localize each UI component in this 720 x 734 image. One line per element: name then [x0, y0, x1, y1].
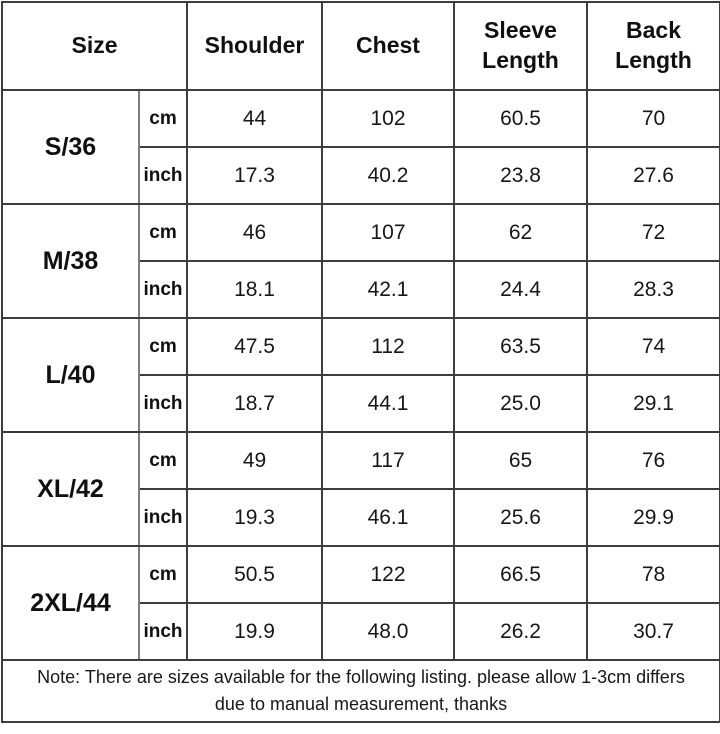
value-cell: 76 [587, 432, 720, 489]
value-cell: 24.4 [454, 261, 587, 318]
unit-cell-inch: inch [139, 603, 187, 660]
value-cell: 18.1 [187, 261, 322, 318]
size-label-xl42: XL/42 [2, 432, 139, 546]
value-cell: 29.1 [587, 375, 720, 432]
unit-cell-inch: inch [139, 489, 187, 546]
value-cell: 42.1 [322, 261, 454, 318]
value-cell: 74 [587, 318, 720, 375]
note-line-2: due to manual measurement, thanks [214, 694, 508, 714]
value-cell: 72 [587, 204, 720, 261]
table-row-2xl44-cm [2, 546, 720, 603]
value-cell: 62 [454, 204, 587, 261]
value-cell: 46 [187, 204, 322, 261]
header-cell-sleeve-length: Sleeve Length [454, 2, 587, 90]
value-cell: 18.7 [187, 375, 322, 432]
size-chart-table [1, 1, 720, 723]
unit-cell-cm: cm [139, 90, 187, 147]
value-cell: 112 [322, 318, 454, 375]
unit-cell-inch: inch [139, 147, 187, 204]
value-cell: 40.2 [322, 147, 454, 204]
value-cell: 17.3 [187, 147, 322, 204]
note-row [2, 660, 720, 722]
value-cell: 102 [322, 90, 454, 147]
unit-cell-inch: inch [139, 375, 187, 432]
value-cell: 66.5 [454, 546, 587, 603]
table-row-s36-cm [2, 90, 720, 147]
value-cell: 46.1 [322, 489, 454, 546]
value-cell: 23.8 [454, 147, 587, 204]
size-label-s36: S/36 [2, 90, 139, 204]
note-line-1: Note: There are sizes available for the following listing. please allow 1-3cm differs [37, 667, 685, 687]
unit-cell-cm: cm [139, 546, 187, 603]
header-cell-back-length: Back Length [587, 2, 720, 90]
value-cell: 70 [587, 90, 720, 147]
value-cell: 107 [322, 204, 454, 261]
header-row [2, 2, 720, 90]
value-cell: 29.9 [587, 489, 720, 546]
size-label-m38: M/38 [2, 204, 139, 318]
value-cell: 65 [454, 432, 587, 489]
table-row-xl42-cm [2, 432, 720, 489]
value-cell: 19.3 [187, 489, 322, 546]
unit-cell-cm: cm [139, 432, 187, 489]
header-cell-shoulder: Shoulder [187, 2, 322, 90]
value-cell: 50.5 [187, 546, 322, 603]
value-cell: 63.5 [454, 318, 587, 375]
unit-cell-inch: inch [139, 261, 187, 318]
value-cell: 19.9 [187, 603, 322, 660]
value-cell: 25.0 [454, 375, 587, 432]
table-row-m38-cm [2, 204, 720, 261]
unit-cell-cm: cm [139, 318, 187, 375]
value-cell: 122 [322, 546, 454, 603]
unit-cell-cm: cm [139, 204, 187, 261]
value-cell: 27.6 [587, 147, 720, 204]
value-cell: 44.1 [322, 375, 454, 432]
value-cell: 28.3 [587, 261, 720, 318]
value-cell: 117 [322, 432, 454, 489]
value-cell: 26.2 [454, 603, 587, 660]
size-label-2xl44: 2XL/44 [2, 546, 139, 660]
value-cell: 49 [187, 432, 322, 489]
value-cell: 25.6 [454, 489, 587, 546]
value-cell: 30.7 [587, 603, 720, 660]
size-label-l40: L/40 [2, 318, 139, 432]
value-cell: 44 [187, 90, 322, 147]
table-row-l40-cm [2, 318, 720, 375]
value-cell: 48.0 [322, 603, 454, 660]
value-cell: 47.5 [187, 318, 322, 375]
header-cell-size: Size [2, 2, 187, 90]
value-cell: 78 [587, 546, 720, 603]
note-text [2, 660, 720, 722]
value-cell: 60.5 [454, 90, 587, 147]
header-cell-chest: Chest [322, 2, 454, 90]
